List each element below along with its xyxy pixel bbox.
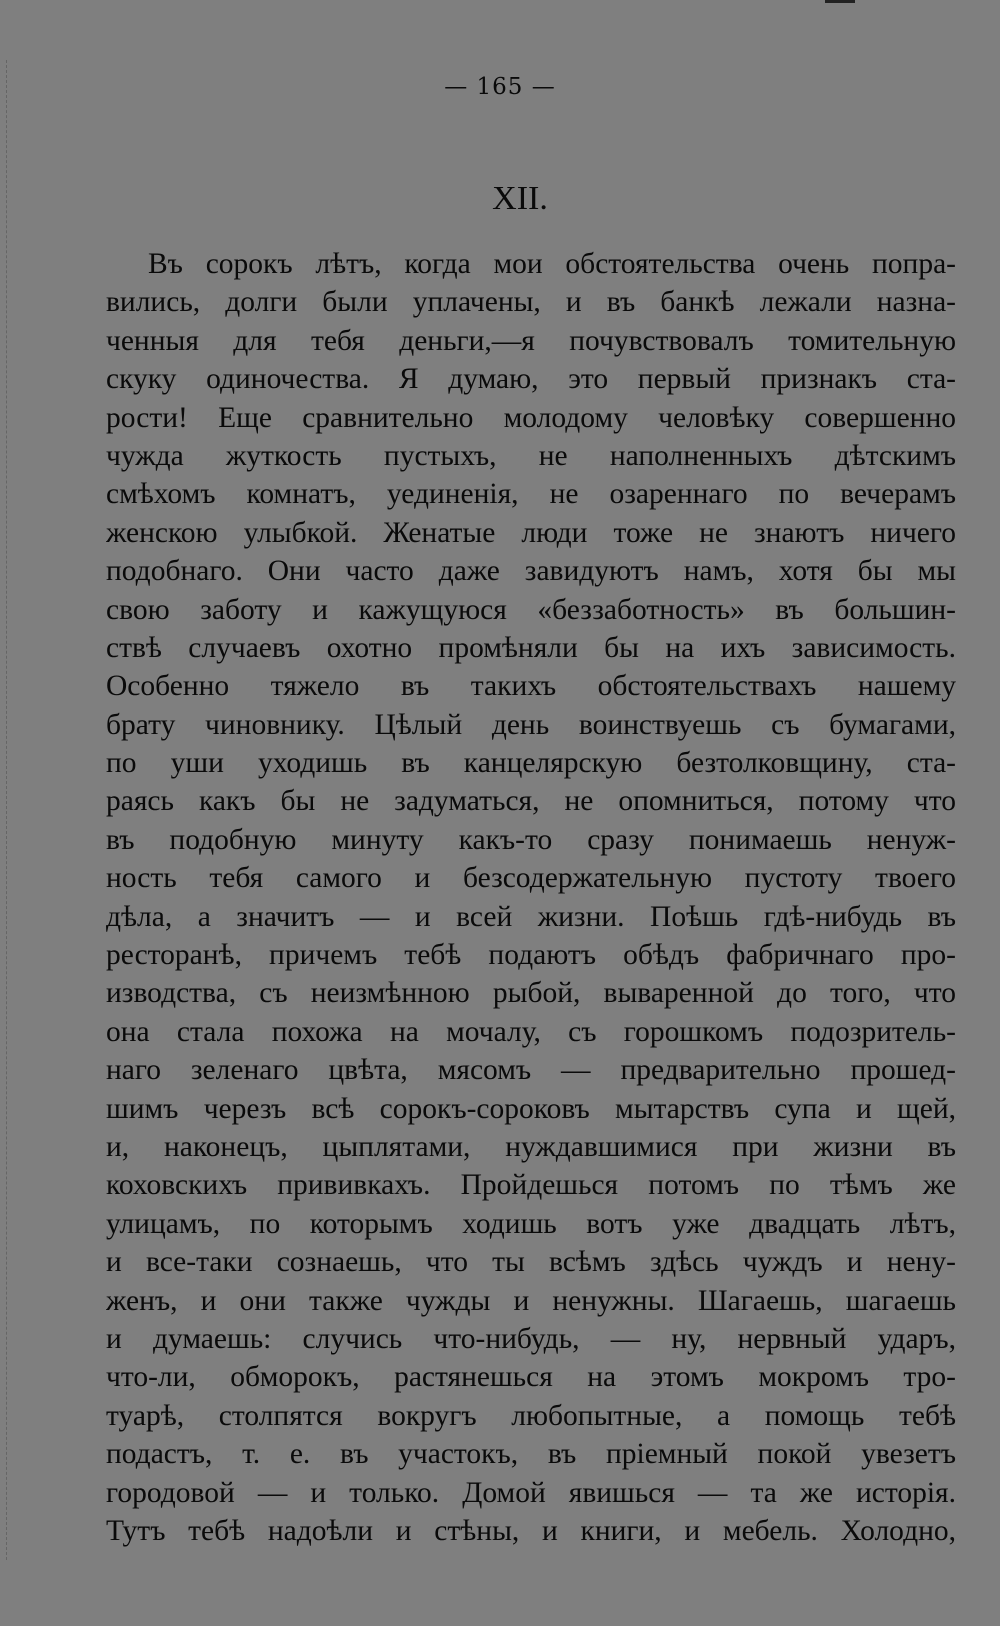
margin-rule bbox=[6, 60, 7, 1560]
text-line: раясь какъ бы не задуматься, не опомниться, потому что bbox=[106, 785, 956, 818]
text-line: коховскихъ прививкахъ. Пройдешься потомъ по тѣмъ же bbox=[106, 1169, 956, 1202]
text-line: что-ли, обморокъ, растянешься на этомъ мокромъ тро- bbox=[106, 1361, 956, 1394]
text-line: городовой — и только. Домой явишься — та же исторія. bbox=[106, 1476, 956, 1509]
page-number: — 165 — bbox=[444, 74, 556, 100]
text-line: подобнаго. Они часто даже завидуютъ намъ, хотя бы мы bbox=[106, 555, 956, 588]
text-line: скуку одиночества. Я думаю, это первый признакъ ста- bbox=[106, 363, 956, 396]
text-line: чужда жуткость пустыхъ, не наполненныхъ дѣтскимъ bbox=[106, 439, 956, 472]
text-line: изводства, съ неизмѣнною рыбой, вываренной до того, что bbox=[106, 977, 956, 1010]
text-line: вились, долги были уплачены, и въ банкѣ лежали назна- bbox=[106, 286, 956, 319]
text-line: и, наконецъ, цыплятами, нуждавшимися при жизни въ bbox=[106, 1130, 956, 1163]
text-line: ность тебя самого и безсодержательную пустоту твоего bbox=[106, 862, 956, 895]
text-line: подастъ, т. е. въ участокъ, въ пріемный покой увезетъ bbox=[106, 1438, 956, 1471]
text-line: свою заботу и кажущуюся «беззаботность» въ большин- bbox=[106, 593, 956, 626]
text-line: женъ, и они также чужды и ненужны. Шагаешь, шагаешь bbox=[106, 1284, 956, 1317]
text-line: Особенно тяжело въ такихъ обстоятельствахъ нашему bbox=[106, 670, 956, 703]
text-line: и все-таки сознаешь, что ты всѣмъ здѣсь чуждъ и ненy- bbox=[106, 1246, 956, 1279]
text-line: наго зеленаго цвѣта, мясомъ — предварительно прошед- bbox=[106, 1054, 956, 1087]
top-edge-mark bbox=[825, 0, 855, 3]
text-line: въ подобную минуту какъ-то сразу понимаешь ненуж- bbox=[106, 823, 956, 856]
text-line: смѣхомъ комнатъ, уединенія, не озареннаго по вечерамъ bbox=[106, 478, 956, 511]
text-line: она стала похожа на мочалу, съ горошкомъ подозритель- bbox=[106, 1015, 956, 1048]
text-line: по уши уходишь въ канцелярскую безтолковщину, ста- bbox=[106, 747, 956, 780]
text-line: ресторанѣ, причемъ тебѣ подаютъ обѣдъ фабричнаго про- bbox=[106, 939, 956, 972]
text-line: брату чиновнику. Цѣлый день воинствуешь съ бумагами, bbox=[106, 708, 956, 741]
text-line: женскою улыбкой. Женатые люди тоже не знаютъ ничего bbox=[106, 516, 956, 549]
text-line: улицамъ, по которымъ ходишь вотъ уже двадцать лѣтъ, bbox=[106, 1207, 956, 1240]
text-line: Тутъ тебѣ надоѣли и стѣны, и книги, и мебель. Холодно, bbox=[106, 1514, 956, 1547]
text-line: ствѣ случаевъ охотно промѣняли бы на ихъ зависимость. bbox=[106, 631, 956, 664]
body-text bbox=[106, 245, 956, 1550]
text-line: шимъ черезъ всѣ сорокъ-сороковъ мытарствъ супа и щей, bbox=[106, 1092, 956, 1125]
text-line: рости! Еще сравнительно молодому человѣку совершенно bbox=[106, 401, 956, 434]
text-line: туарѣ, столпятся вокругъ любопытные, а помощь тебѣ bbox=[106, 1399, 956, 1432]
text-line: дѣла, а значитъ — и всей жизни. Поѣшь гдѣ-нибудь въ bbox=[106, 900, 956, 933]
text-line: ченныя для тебя деньги,—я почувствовалъ томительную bbox=[106, 324, 956, 357]
text-line: Въ сорокъ лѣтъ, когда мои обстоятельства очень попра- bbox=[148, 248, 956, 280]
chapter-heading: XII. bbox=[492, 180, 548, 217]
text-line: и думаешь: случись что-нибудь, — ну, нервный ударъ, bbox=[106, 1322, 956, 1355]
